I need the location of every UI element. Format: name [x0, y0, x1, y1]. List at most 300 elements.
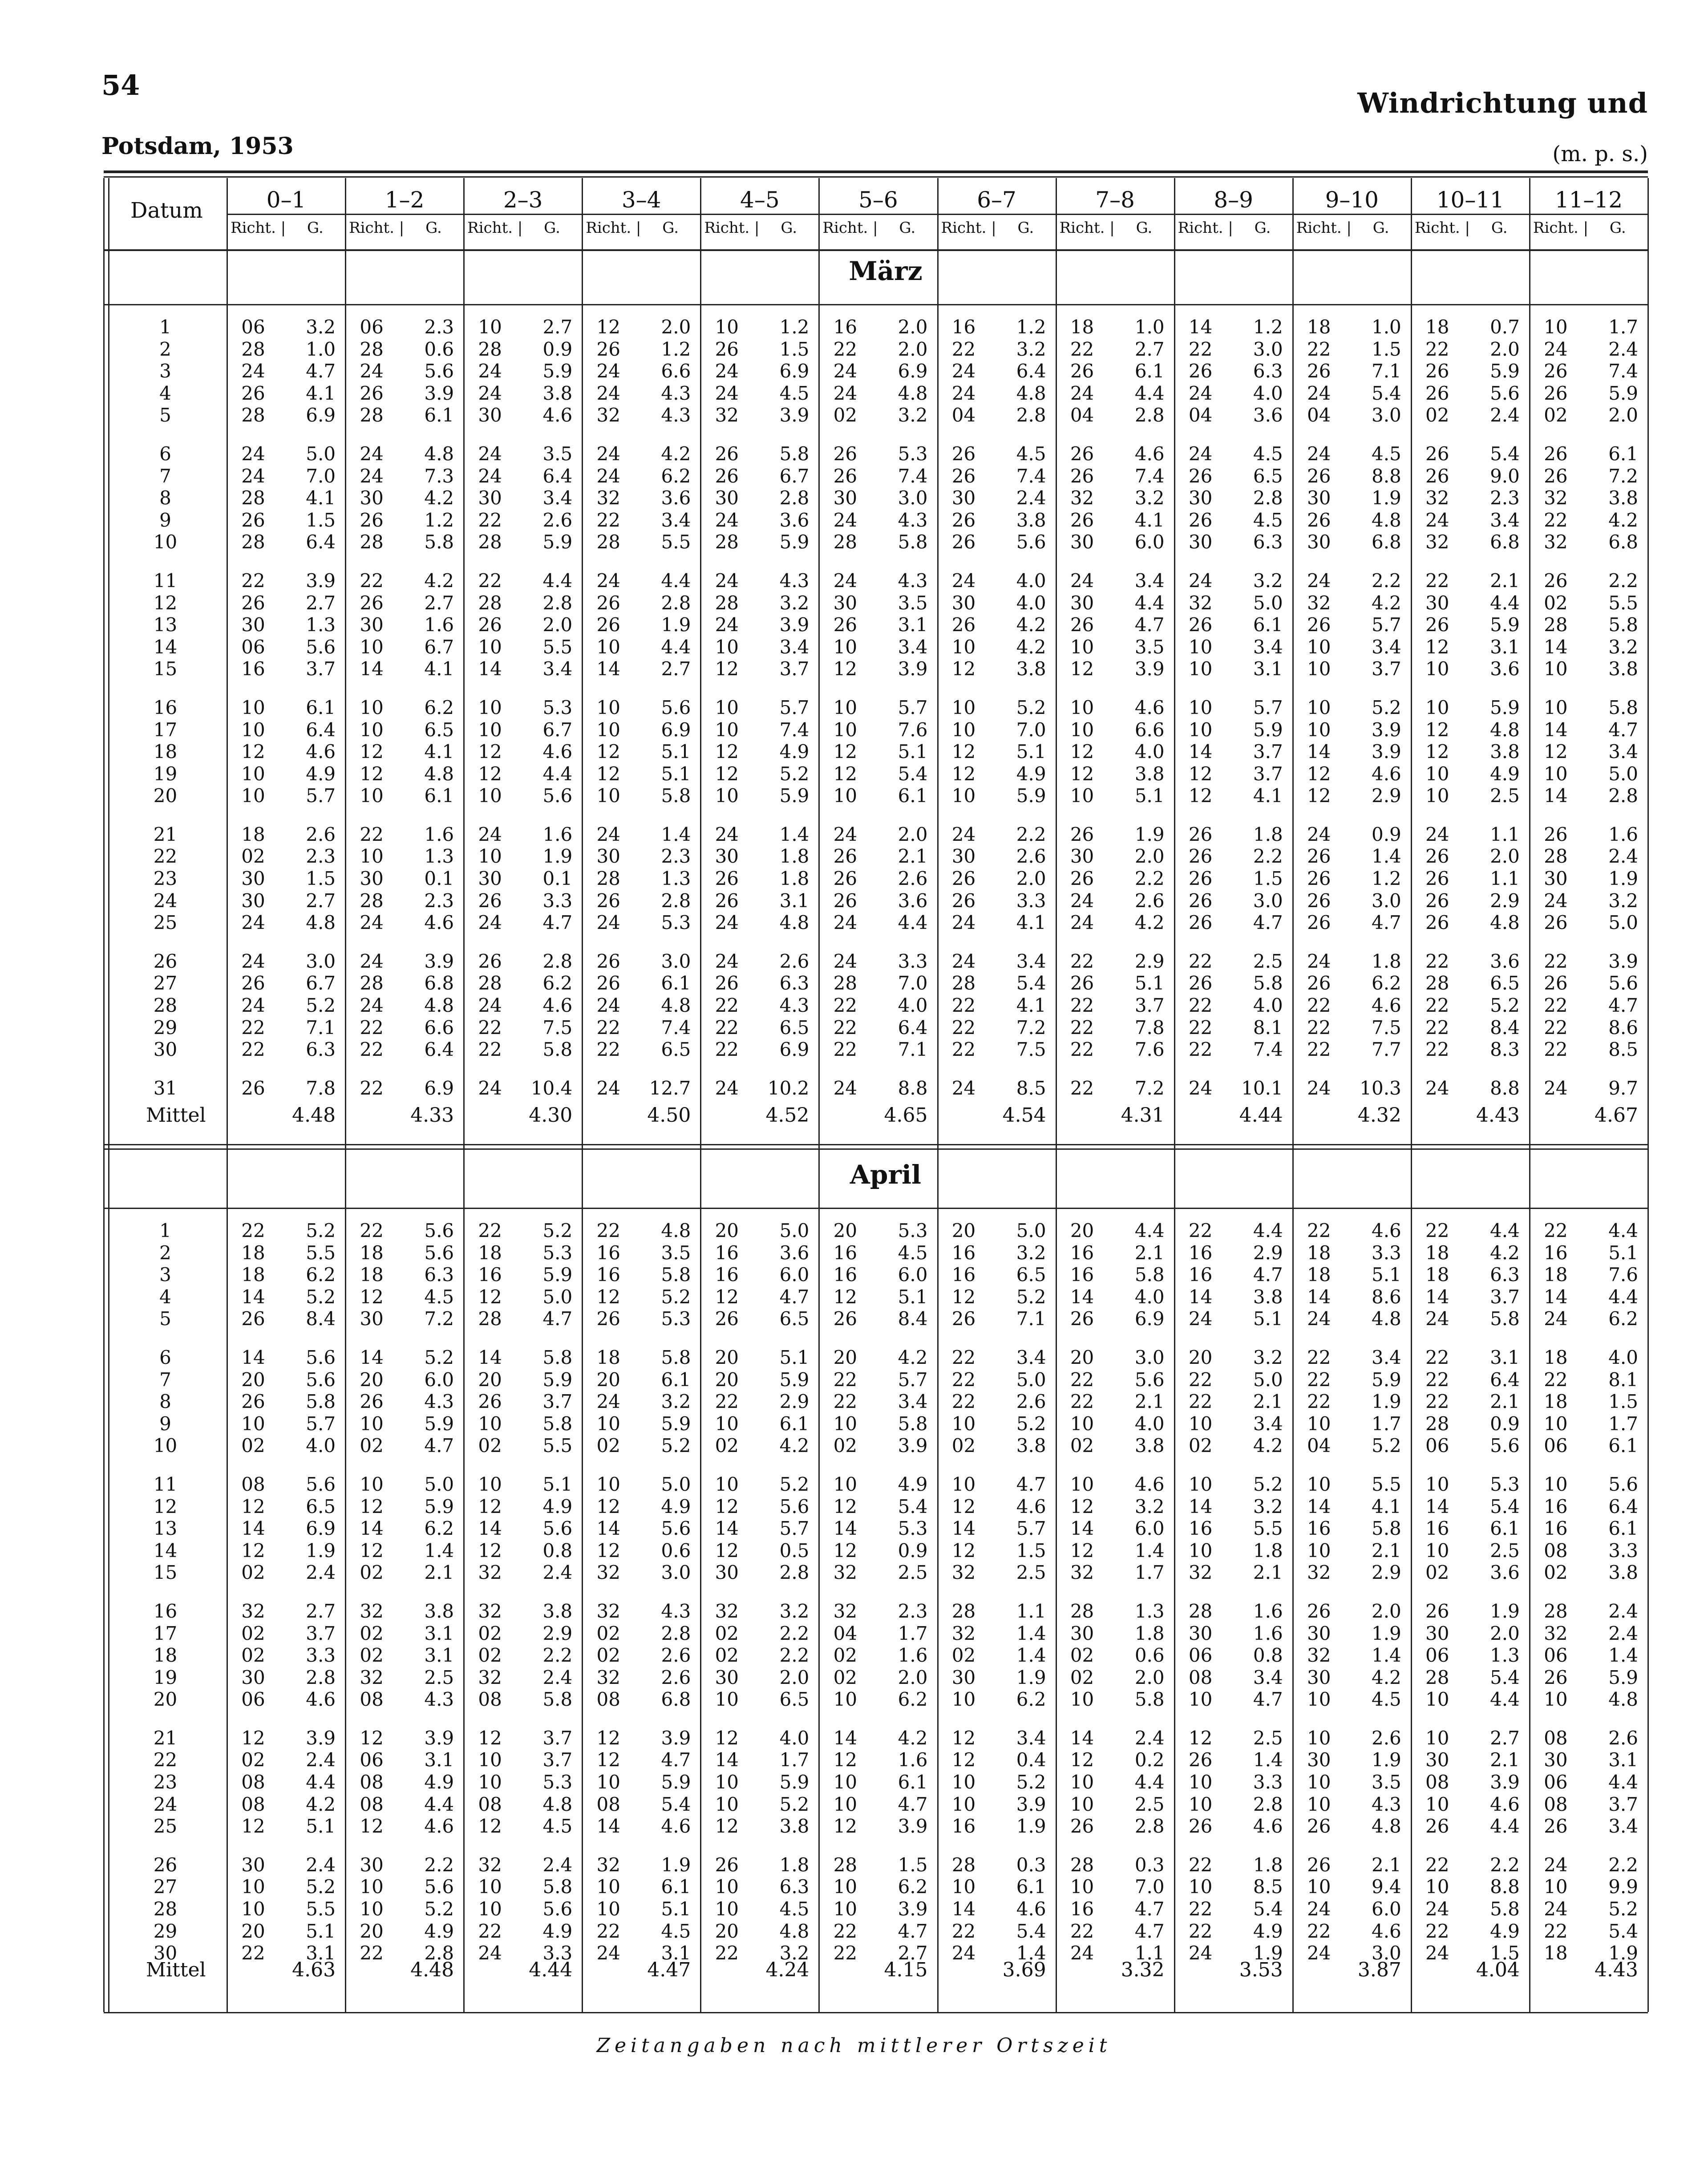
- speed-cell: 3.9: [898, 1815, 928, 1837]
- row-group-gap: [104, 1061, 1648, 1077]
- direction-cell: 24: [715, 614, 739, 636]
- direction-cell: 26: [1544, 823, 1568, 845]
- table-row: [104, 912, 1648, 934]
- speed-cell: 5.0: [1608, 763, 1638, 785]
- direction-cell: 20: [715, 1920, 739, 1942]
- speed-cell: 1.5: [306, 868, 336, 890]
- month-title: März: [849, 256, 923, 286]
- station-year-heading: Potsdam, 1953: [101, 133, 294, 160]
- direction-cell: 32: [596, 1600, 620, 1622]
- direction-cell: 26: [1544, 360, 1568, 382]
- direction-cell: 10: [951, 1876, 976, 1898]
- day-cell: 28: [153, 994, 178, 1017]
- speed-cell: 6.1: [898, 785, 928, 807]
- direction-cell: 24: [596, 1077, 620, 1099]
- speed-cell: 7.2: [1134, 1077, 1165, 1099]
- table-row: [104, 360, 1648, 382]
- period-header: 9–10: [1325, 187, 1379, 213]
- direction-cell: 26: [241, 1308, 265, 1330]
- speed-cell: 5.4: [1016, 1920, 1046, 1942]
- speed-cell: 5.4: [898, 763, 928, 785]
- speed-cell: 5.8: [661, 785, 691, 807]
- speed-cell: 4.9: [661, 1495, 691, 1517]
- direction-cell: 10: [715, 1898, 739, 1920]
- day-cell: 23: [153, 1771, 178, 1793]
- direction-cell: 02: [241, 1749, 265, 1771]
- row-group-gap: [104, 426, 1648, 443]
- direction-cell: 16: [1070, 1241, 1094, 1264]
- direction-cell: 10: [833, 718, 858, 741]
- direction-cell: 10: [1307, 1771, 1331, 1793]
- speed-cell: 0.8: [542, 1539, 573, 1562]
- direction-cell: 18: [1425, 1241, 1449, 1264]
- direction-cell: 24: [360, 360, 384, 382]
- direction-cell: 26: [1188, 912, 1213, 934]
- direction-cell: 24: [241, 360, 265, 382]
- direction-cell: 16: [1425, 1517, 1449, 1540]
- speed-cell: 2.0: [1608, 404, 1638, 426]
- speed-cell: 6.2: [661, 465, 691, 487]
- direction-cell: 10: [478, 1876, 502, 1898]
- speed-subheader: G.: [662, 219, 679, 237]
- direction-cell: 26: [951, 1308, 976, 1330]
- day-cell: 22: [153, 845, 178, 868]
- speed-cell: 3.8: [1608, 1562, 1638, 1584]
- direction-cell: 24: [951, 569, 976, 592]
- direction-cell: 24: [596, 465, 620, 487]
- direction-cell: 30: [1425, 1622, 1449, 1644]
- row-group-gap: [104, 553, 1648, 570]
- speed-cell: 2.7: [661, 658, 691, 680]
- direction-cell: 28: [1544, 614, 1568, 636]
- speed-cell: 6.9: [306, 1517, 336, 1540]
- direction-cell: 12: [1188, 763, 1213, 785]
- speed-cell: 2.6: [779, 950, 809, 972]
- speed-cell: 2.2: [779, 1622, 809, 1644]
- direction-cell: 26: [1070, 442, 1094, 465]
- speed-cell: 2.3: [1490, 487, 1520, 509]
- speed-cell: 2.4: [1490, 404, 1520, 426]
- direction-cell: 28: [833, 972, 858, 994]
- direction-cell: 26: [1425, 845, 1449, 868]
- speed-cell: 3.2: [306, 316, 336, 338]
- direction-cell: 24: [596, 569, 620, 592]
- month-title: April: [850, 1160, 922, 1190]
- speed-subheader: G.: [1254, 219, 1271, 237]
- speed-cell: 5.2: [306, 1286, 336, 1308]
- direction-cell: 10: [1544, 1473, 1568, 1495]
- speed-cell: 3.2: [779, 592, 809, 614]
- day-cell: 6: [159, 1346, 171, 1368]
- speed-cell: 2.9: [1490, 889, 1520, 912]
- day-cell: 17: [153, 718, 178, 741]
- day-cell: 5: [159, 404, 171, 426]
- speed-cell: 6.9: [306, 404, 336, 426]
- direction-cell: 22: [1544, 1038, 1568, 1061]
- speed-cell: 6.3: [306, 1038, 336, 1061]
- speed-cell: 8.8: [1490, 1077, 1520, 1099]
- speed-cell: 5.2: [1016, 1771, 1046, 1793]
- speed-cell: 0.6: [1134, 1644, 1165, 1667]
- section-divider-rule: [104, 1144, 1648, 1145]
- speed-cell: 1.5: [1490, 1942, 1520, 1964]
- speed-cell: 5.6: [306, 636, 336, 658]
- speed-cell: 1.8: [779, 845, 809, 868]
- direction-subheader: Richt. |: [1533, 219, 1589, 237]
- speed-cell: 5.3: [542, 696, 573, 718]
- speed-cell: 4.2: [306, 1793, 336, 1815]
- direction-cell: 28: [1425, 972, 1449, 994]
- speed-cell: 6.2: [306, 1264, 336, 1286]
- speed-cell: 5.2: [306, 1220, 336, 1241]
- period-header: 8–9: [1214, 187, 1253, 213]
- direction-cell: 30: [241, 868, 265, 890]
- direction-cell: 16: [1307, 1517, 1331, 1540]
- direction-cell: 26: [1425, 1600, 1449, 1622]
- day-cell: 24: [153, 889, 178, 912]
- speed-cell: 3.9: [1371, 718, 1401, 741]
- speed-cell: 3.4: [1608, 741, 1638, 763]
- speed-cell: 5.3: [661, 1308, 691, 1330]
- direction-cell: 26: [951, 465, 976, 487]
- direction-cell: 24: [1307, 1077, 1331, 1099]
- speed-cell: 4.4: [1608, 1286, 1638, 1308]
- direction-cell: 10: [1070, 696, 1094, 718]
- speed-cell: 6.0: [1371, 1898, 1401, 1920]
- direction-cell: 10: [1544, 1876, 1568, 1898]
- direction-cell: 10: [596, 785, 620, 807]
- speed-cell: 4.9: [424, 1920, 454, 1942]
- speed-cell: 3.4: [1016, 950, 1046, 972]
- speed-cell: 6.9: [424, 1077, 454, 1099]
- speed-cell: 3.8: [542, 1600, 573, 1622]
- speed-cell: 2.4: [306, 1854, 336, 1876]
- table-row: [104, 1413, 1648, 1435]
- direction-cell: 18: [1425, 1264, 1449, 1286]
- speed-cell: 6.4: [898, 1016, 928, 1038]
- speed-cell: 4.4: [424, 1793, 454, 1815]
- direction-cell: 22: [1425, 338, 1449, 360]
- direction-cell: 24: [1307, 569, 1331, 592]
- direction-cell: 22: [360, 1942, 384, 1964]
- direction-cell: 10: [360, 785, 384, 807]
- speed-cell: 3.2: [779, 1942, 809, 1964]
- direction-subheader: Richt. |: [822, 219, 878, 237]
- speed-cell: 2.8: [661, 889, 691, 912]
- direction-cell: 26: [1188, 868, 1213, 890]
- direction-cell: 26: [1544, 442, 1568, 465]
- speed-cell: 1.7: [779, 1749, 809, 1771]
- speed-cell: 5.0: [779, 1220, 809, 1241]
- direction-cell: 24: [715, 1077, 739, 1099]
- speed-cell: 7.0: [898, 972, 928, 994]
- table-row: [104, 1854, 1648, 1876]
- speed-cell: 5.0: [1608, 912, 1638, 934]
- direction-cell: 22: [1544, 1368, 1568, 1391]
- speed-cell: 4.6: [542, 404, 573, 426]
- direction-cell: 12: [1188, 785, 1213, 807]
- direction-cell: 12: [1070, 658, 1094, 680]
- speed-cell: 4.8: [424, 763, 454, 785]
- speed-cell: 5.1: [1134, 785, 1165, 807]
- direction-cell: 24: [833, 360, 858, 382]
- direction-cell: 14: [1307, 1495, 1331, 1517]
- table-row: [104, 1308, 1648, 1330]
- direction-cell: 26: [1544, 569, 1568, 592]
- direction-cell: 24: [951, 382, 976, 404]
- speed-cell: 2.0: [1490, 1622, 1520, 1644]
- table-row: [104, 465, 1648, 487]
- day-cell: 3: [159, 1264, 171, 1286]
- page-number: 54: [101, 69, 140, 101]
- direction-cell: 10: [478, 696, 502, 718]
- speed-cell: 2.0: [898, 338, 928, 360]
- table-row: [104, 1727, 1648, 1749]
- table-row: [104, 1688, 1648, 1711]
- speed-cell: 5.7: [306, 1412, 336, 1435]
- speed-cell: 4.9: [779, 741, 809, 763]
- speed-cell: 2.8: [424, 1942, 454, 1964]
- mittel-value: 4.31: [1121, 1104, 1165, 1127]
- speed-cell: 4.4: [1134, 382, 1165, 404]
- speed-cell: 2.3: [898, 1600, 928, 1622]
- direction-cell: 32: [596, 1562, 620, 1584]
- speed-cell: 5.1: [1253, 1308, 1283, 1330]
- direction-cell: 20: [833, 1220, 858, 1241]
- speed-cell: 4.5: [424, 1286, 454, 1308]
- direction-cell: 22: [1307, 1038, 1331, 1061]
- direction-cell: 32: [1544, 531, 1568, 553]
- speed-cell: 3.6: [661, 487, 691, 509]
- mittel-value: 4.43: [1595, 1959, 1638, 1981]
- direction-cell: 32: [1070, 487, 1094, 509]
- direction-cell: 32: [360, 1666, 384, 1688]
- mittel-value: 4.47: [647, 1959, 691, 1981]
- speed-cell: 3.7: [542, 1727, 573, 1749]
- direction-cell: 20: [1188, 1346, 1213, 1368]
- direction-subheader: Richt. |: [467, 219, 523, 237]
- direction-cell: 10: [478, 718, 502, 741]
- direction-cell: 24: [951, 360, 976, 382]
- speed-cell: 3.7: [1371, 658, 1401, 680]
- speed-cell: 2.7: [306, 889, 336, 912]
- speed-cell: 6.1: [1608, 1435, 1638, 1457]
- speed-cell: 1.9: [1134, 823, 1165, 845]
- direction-cell: 28: [241, 404, 265, 426]
- direction-cell: 10: [1307, 1473, 1331, 1495]
- row-group-gap: [104, 1330, 1648, 1347]
- direction-cell: 30: [951, 845, 976, 868]
- direction-cell: 12: [1070, 741, 1094, 763]
- speed-cell: 2.6: [1016, 845, 1046, 868]
- mittel-value: 4.44: [1239, 1104, 1283, 1127]
- speed-cell: 6.9: [1134, 1308, 1165, 1330]
- direction-cell: 32: [951, 1622, 976, 1644]
- direction-cell: 26: [596, 950, 620, 972]
- table-row: [104, 1264, 1648, 1286]
- direction-cell: 14: [478, 658, 502, 680]
- speed-cell: 1.9: [1016, 1666, 1046, 1688]
- day-cell: 15: [153, 658, 178, 680]
- speed-cell: 5.9: [542, 1368, 573, 1391]
- direction-cell: 28: [951, 1600, 976, 1622]
- speed-cell: 5.5: [1608, 592, 1638, 614]
- direction-cell: 22: [1544, 1220, 1568, 1241]
- speed-cell: 2.8: [779, 487, 809, 509]
- speed-cell: 2.4: [542, 1854, 573, 1876]
- mittel-value: 3.87: [1357, 1959, 1401, 1981]
- speed-cell: 7.7: [1371, 1038, 1401, 1061]
- direction-cell: 22: [1307, 1016, 1331, 1038]
- direction-cell: 16: [951, 1264, 976, 1286]
- direction-cell: 22: [1544, 1016, 1568, 1038]
- direction-cell: 28: [360, 404, 384, 426]
- speed-cell: 5.9: [1253, 718, 1283, 741]
- direction-cell: 10: [360, 696, 384, 718]
- direction-cell: 16: [1188, 1517, 1213, 1540]
- mittel-value: 4.67: [1595, 1104, 1638, 1127]
- direction-cell: 26: [1544, 912, 1568, 934]
- speed-cell: 5.6: [306, 1346, 336, 1368]
- direction-cell: 22: [360, 1220, 384, 1241]
- direction-cell: 02: [715, 1435, 739, 1457]
- speed-cell: 6.1: [1608, 442, 1638, 465]
- speed-cell: 6.7: [542, 718, 573, 741]
- speed-cell: 1.2: [779, 316, 809, 338]
- direction-cell: 32: [596, 1666, 620, 1688]
- speed-cell: 5.3: [1490, 1473, 1520, 1495]
- direction-cell: 30: [1188, 487, 1213, 509]
- speed-cell: 5.2: [1016, 696, 1046, 718]
- speed-cell: 3.6: [1490, 658, 1520, 680]
- speed-cell: 5.0: [1016, 1368, 1046, 1391]
- speed-cell: 4.5: [898, 1241, 928, 1264]
- direction-cell: 30: [478, 487, 502, 509]
- speed-cell: 2.0: [1371, 1600, 1401, 1622]
- direction-cell: 12: [241, 741, 265, 763]
- speed-cell: 5.6: [306, 1368, 336, 1391]
- speed-cell: 2.4: [1608, 338, 1638, 360]
- speed-cell: 7.6: [1608, 1264, 1638, 1286]
- direction-cell: 24: [1188, 382, 1213, 404]
- speed-cell: 7.4: [1608, 360, 1638, 382]
- speed-cell: 6.1: [661, 972, 691, 994]
- speed-cell: 1.3: [661, 868, 691, 890]
- direction-cell: 08: [478, 1793, 502, 1815]
- direction-cell: 16: [951, 1815, 976, 1837]
- period-header: 3–4: [621, 187, 661, 213]
- speed-cell: 4.4: [1253, 1220, 1283, 1241]
- direction-cell: 16: [1544, 1241, 1568, 1264]
- direction-cell: 30: [360, 868, 384, 890]
- direction-cell: 10: [241, 718, 265, 741]
- speed-cell: 5.2: [1016, 1412, 1046, 1435]
- direction-cell: 26: [1307, 1600, 1331, 1622]
- direction-cell: 22: [1425, 1346, 1449, 1368]
- speed-cell: 0.9: [542, 338, 573, 360]
- table-top-rule-inner: [104, 176, 1648, 178]
- direction-cell: 24: [478, 465, 502, 487]
- direction-cell: 02: [478, 1644, 502, 1667]
- direction-cell: 24: [1188, 569, 1213, 592]
- day-cell: 22: [153, 1749, 178, 1771]
- data-table: [104, 316, 1648, 1099]
- direction-cell: 24: [833, 382, 858, 404]
- direction-cell: 24: [478, 442, 502, 465]
- direction-cell: 28: [360, 972, 384, 994]
- speed-cell: 1.7: [898, 1622, 928, 1644]
- speed-cell: 3.9: [424, 950, 454, 972]
- direction-cell: 10: [1188, 1473, 1213, 1495]
- speed-cell: 4.4: [542, 763, 573, 785]
- direction-cell: 22: [951, 994, 976, 1017]
- direction-cell: 12: [715, 658, 739, 680]
- day-cell: 31: [153, 1077, 178, 1099]
- direction-cell: 16: [478, 1264, 502, 1286]
- speed-cell: 10.2: [767, 1077, 809, 1099]
- direction-cell: 26: [1188, 972, 1213, 994]
- direction-cell: 22: [833, 1016, 858, 1038]
- table-row: [104, 1540, 1648, 1562]
- header-bottom-rule: [104, 249, 1648, 251]
- direction-cell: 10: [833, 1688, 858, 1711]
- speed-cell: 5.2: [424, 1346, 454, 1368]
- speed-cell: 1.5: [779, 338, 809, 360]
- direction-cell: 12: [951, 741, 976, 763]
- speed-cell: 2.3: [306, 845, 336, 868]
- speed-cell: 4.5: [661, 1920, 691, 1942]
- speed-cell: 1.9: [1490, 1600, 1520, 1622]
- speed-cell: 10.4: [530, 1077, 573, 1099]
- direction-cell: 22: [1307, 338, 1331, 360]
- speed-cell: 5.6: [661, 696, 691, 718]
- speed-cell: 5.6: [1490, 1435, 1520, 1457]
- speed-cell: 5.4: [1371, 382, 1401, 404]
- speed-cell: 2.1: [1371, 1854, 1401, 1876]
- day-cell: 20: [153, 1688, 178, 1711]
- speed-cell: 4.6: [1016, 1495, 1046, 1517]
- direction-cell: 22: [715, 1016, 739, 1038]
- direction-cell: 18: [360, 1241, 384, 1264]
- direction-cell: 22: [1307, 1346, 1331, 1368]
- speed-cell: 3.4: [1371, 636, 1401, 658]
- direction-cell: 22: [1425, 1016, 1449, 1038]
- direction-cell: 26: [1188, 845, 1213, 868]
- direction-cell: 22: [596, 1016, 620, 1038]
- direction-cell: 22: [1070, 950, 1094, 972]
- speed-cell: 5.5: [542, 1435, 573, 1457]
- direction-cell: 26: [596, 592, 620, 614]
- speed-cell: 4.7: [306, 360, 336, 382]
- speed-cell: 6.6: [661, 360, 691, 382]
- direction-cell: 02: [951, 1435, 976, 1457]
- direction-cell: 08: [241, 1771, 265, 1793]
- speed-cell: 6.2: [1608, 1308, 1638, 1330]
- direction-cell: 26: [1425, 465, 1449, 487]
- speed-cell: 9.4: [1371, 1876, 1401, 1898]
- speed-cell: 4.9: [306, 763, 336, 785]
- speed-cell: 3.1: [424, 1644, 454, 1667]
- direction-cell: 22: [715, 994, 739, 1017]
- day-cell: 2: [159, 1241, 171, 1264]
- direction-cell: 02: [596, 1622, 620, 1644]
- direction-cell: 26: [1544, 465, 1568, 487]
- speed-cell: 4.9: [1016, 763, 1046, 785]
- direction-cell: 14: [241, 1517, 265, 1540]
- direction-cell: 24: [715, 823, 739, 845]
- speed-cell: 5.1: [1608, 1241, 1638, 1264]
- direction-cell: 10: [241, 763, 265, 785]
